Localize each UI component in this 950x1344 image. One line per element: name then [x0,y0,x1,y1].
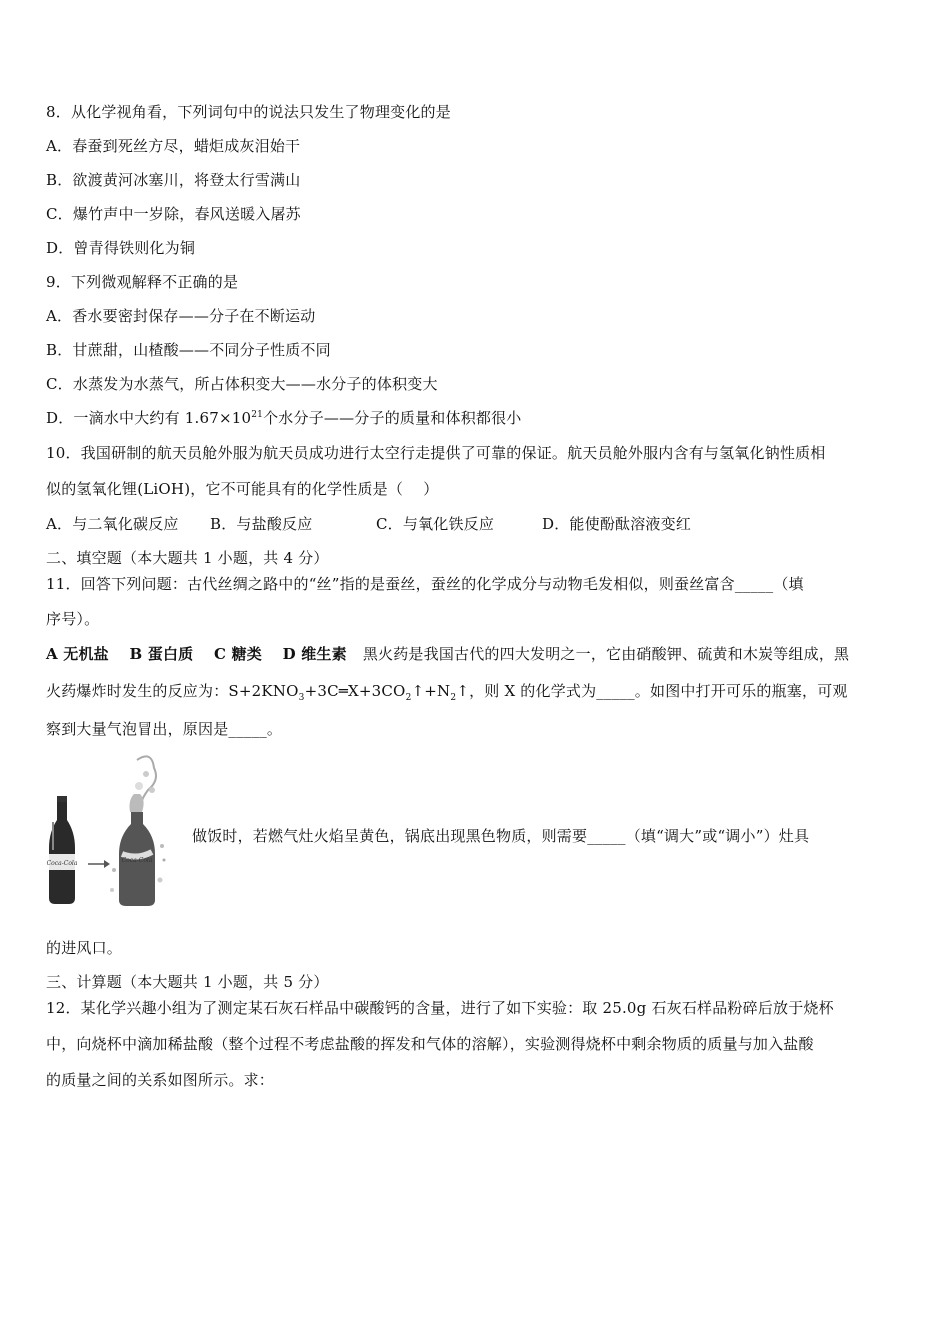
q9-option-b: B．甘蔗甜，山楂酸——不同分子性质不同 [46,341,331,359]
q10-option-d: D．能使酚酞溶液变红 [542,515,692,533]
bottle-label-right: Coca-Cola [121,857,153,864]
q8-option-b: B．欲渡黄河冰塞川，将登太行雪满山 [46,171,301,189]
q9-stem: 9．下列微观解释不正确的是 [46,273,239,291]
q10-options [46,514,691,534]
q11-gunpowder-text: 黑火药是我国古代的四大发明之一，它由硝酸钾、硫黄和木炭等组成，黑 [362,645,850,663]
q9-option-d: D．一滴水中大约有 $1.67\times 10^{21}$个水分子——分子的质量和体积都很小 [46,409,522,427]
q11-options: A 无机盐 B 蛋白质 C 糖类 D 维生素 [46,645,347,663]
q10-stem-line1: 10．我国研制的航天员舱外服为航天员成功进行太空行走提供了可靠的保证。航天员舱外服内含有与氢氧化钠性质相 [46,444,826,462]
q11-line5: 察到大量气泡冒出，原因是_____。 [46,720,283,738]
q8-option-d: D．曾青得铁则化为铜 [46,239,196,257]
q10-stem-line2: 似的氢氧化锂(LiOH)，它不可能具有的化学性质是（ ） [46,480,439,498]
q11-line1: 11．回答下列问题：古代丝绸之路中的“丝”指的是蚕丝，蚕丝的化学成分与动物毛发相似，则蚕丝富含_____（填 [46,575,804,593]
q10-option-a: A．与二氧化碳反应 [46,515,179,533]
arrow-icon [88,860,110,868]
cola-bottle-illustration [42,750,192,910]
q11-line6: 做饭时，若燃气灶火焰呈黄色，锅底出现黑色物质，则需要_____（填“调大”或“调小”）灶具 [192,827,810,845]
q9-option-c: C．水蒸发为水蒸气，所占体积变大——水分子的体积变大 [46,375,438,393]
q11-line2: 序号）。 [46,610,100,628]
q12-line1: 12．某化学兴趣小组为了测定某石灰石样品中碳酸钙的含量，进行了如下实验：取 25.0g 石灰石样品粉碎后放于烧杯 [46,999,834,1017]
q9-option-a: A．香水要密封保存——分子在不断运动 [46,307,316,325]
q8-stem: 8．从化学视角看，下列词句中的说法只发生了物理变化的是 [46,103,451,121]
cola-bottle-figure [42,750,192,910]
q8-option-a: A．春蚕到死丝方尽，蜡炬成灰泪始干 [46,137,301,155]
q12-line2: 中，向烧杯中滴加稀盐酸（整个过程不考虑盐酸的挥发和气体的溶解），实验测得烧杯中剩余物质的质量与加入盐酸 [46,1035,814,1053]
q11-line7: 的进风口。 [46,939,123,957]
opened-bottle-image [110,756,166,906]
bottle-label-left: Coca-Cola [46,860,78,867]
closed-bottle-image [47,796,78,904]
section-3-heading: 三、计算题（本大题共 1 小题，共 5 分） [46,973,329,991]
q10-option-b: B．与盐酸反应 [210,515,313,533]
q12-line3: 的质量之间的关系如图所示。求： [46,1071,275,1089]
q10-option-c: C．与氧化铁反应 [376,515,495,533]
q11-line3 [46,644,849,664]
q8-option-c: C．爆竹声中一岁除，春风送暖入屠苏 [46,205,301,223]
section-2-heading: 二、填空题（本大题共 1 小题，共 4 分） [46,549,329,567]
q11-line4: 火药爆炸时发生的反应为：$S+2KNO_3+3C═X+3CO_2↑+N_2↑$，则 X 的化学式为_____。如图中打开可乐的瓶塞，可观 [46,682,848,703]
